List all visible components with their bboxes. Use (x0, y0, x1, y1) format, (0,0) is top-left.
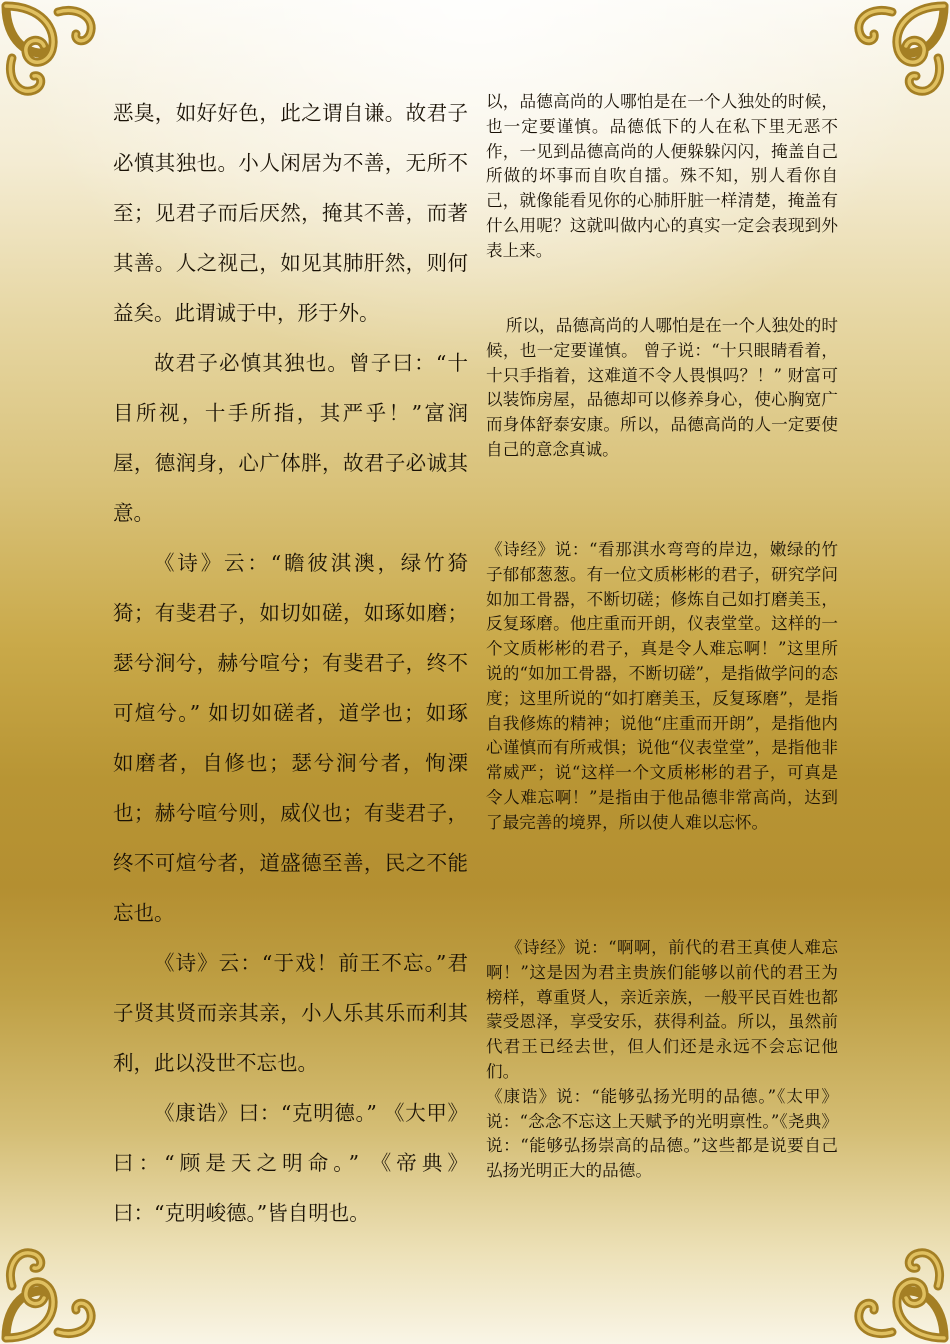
translation-paragraph: 《诗经》说：“看那淇水弯弯的岸边，嫩绿的竹子郁郁葱葱。有一位文质彬彬的君子，研究学问如加工骨器，不断切磋；修炼自己如打磨美玉，反复琢磨。他庄重而开朗，仪表堂堂。这样的一个文质彬彬的君子，真是令人难忘啊！”这里所说的“如加工骨器，不断切磋”，是指做学问的态度；这里所说的“如打磨美玉，反复琢磨”，是指自我修炼的精神；说他“庄重而开朗”，是指他内心谨慎而有所戒惧；说他“仪表堂堂”，是指他非常威严；说“这样一个文质彬彬的君子，可真是令人难忘啊！”是指由于他品德非常高尚，达到了最完善的境界，所以使人难以忘怀。 (486, 540, 838, 832)
corner-ornament-icon (0, 1234, 110, 1344)
translation-block (486, 90, 838, 264)
translation-paragraph: 所以，品德高尚的人哪怕是在一个人独处的时候，也一定要谨慎。 曾子说：“十只眼睛看着，十只手指着，这难道不令人畏惧吗？！” 财富可以装饰房屋，品德却可以修养身心，使心胸宽广而身体舒泰安康。所以，品德高尚的人一定要使自己的意念真诚。 (486, 316, 838, 459)
translation-paragraph: 《诗经》说：“啊啊，前代的君王真使人难忘啊！”这是因为君主贵族们能够以前代的君王为榜样，尊重贤人，亲近亲族，一般平民百姓也都蒙受恩泽，享受安乐，获得利益。所以，虽然前代君王已经去世，但人们还是永远不会忘记他们。 (486, 938, 838, 1081)
corner-ornament-icon (840, 1234, 950, 1344)
translation-block (486, 538, 838, 836)
classic-paragraph: 恶臭，如好好色，此之谓自谦。故君子必慎其独也。小人闲居为不善，无所不至；见君子而后厌然，掩其不善，而著其善。人之视己，如见其肺肝然，则何益矣。此谓诚于中，形于外。 (113, 101, 468, 325)
corner-ornament-icon (0, 0, 110, 110)
classic-paragraph: 《诗》云：“于戏！前王不忘。”君子贤其贤而亲其亲，小人乐其乐而利其利，此以没世不忘也。 (113, 951, 468, 1075)
translation-block (486, 314, 838, 463)
classic-paragraph: 《诗》云：“瞻彼淇澳，绿竹猗猗；有斐君子，如切如磋，如琢如磨；瑟兮涧兮，赫兮喧兮；有斐君子，终不可煊兮。” 如切如磋者，道学也；如琢如磨者，自修也；瑟兮涧兮者，恂溧也；赫兮喧兮则，威仪也；有斐君子，终不可煊兮者，道盛德至善，民之不能忘也。 (113, 551, 468, 925)
classic-paragraph: 故君子必慎其独也。曾子曰：“十目所视，十手所指，其严乎！”富润屋，德润身，心广体胖，故君子必诚其意。 (113, 351, 468, 525)
translation-paragraph: 《康诰》说：“能够弘扬光明的品德。”《太甲》说：“念念不忘这上天赋予的光明禀性。”《尧典》说：“能够弘扬崇高的品德。”这些都是说要自己弘扬光明正大的品德。 (486, 1086, 838, 1181)
classic-paragraph: 《康诰》曰：“克明德。” 《大甲》曰：“顾是天之明命。” 《帝典》曰：“克明峻德。”皆自明也。 (113, 1101, 468, 1225)
translation-paragraph: 以，品德高尚的人哪怕是在一个人独处的时候，也一定要谨慎。品德低下的人在私下里无恶不作，一见到品德高尚的人便躲躲闪闪，掩盖自己所做的坏事而自吹自擂。殊不知，别人看你自己，就像能看见你的心肺肝脏一样清楚，掩盖有什么用呢？这就叫做内心的真实一定会表现到外表上来。 (486, 92, 838, 260)
classic-text-column (113, 88, 468, 1238)
corner-ornament-icon (840, 0, 950, 110)
translation-block (486, 936, 838, 1184)
